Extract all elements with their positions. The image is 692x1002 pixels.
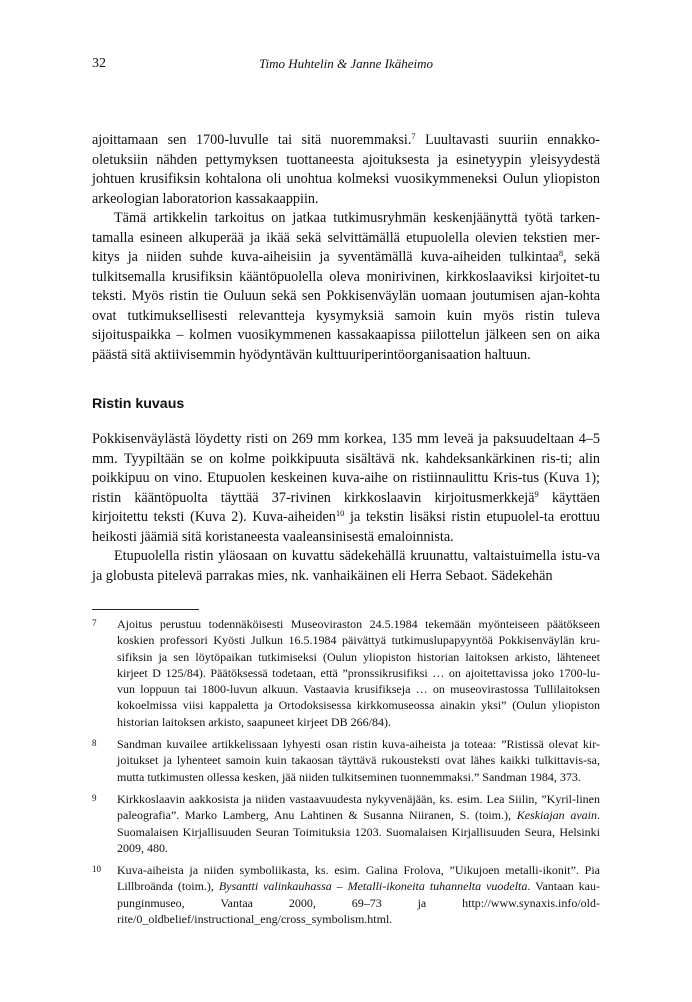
section-text: [92, 430, 600, 586]
page-header: [92, 56, 600, 74]
footnote-number: 9: [92, 792, 97, 803]
footnote-url-text: . Vantaan kau-punginmuseo, Vantaa 2000, 69–73 ja http://www.synaxis.info/old-rite/0_oldbelief/instructional_eng/cross_symbolism.html.: [117, 879, 600, 927]
footnote: 8 Sandman kuvailee artikkelissaan lyhyesti osan ristin kuva-aiheista ja toteaa: ”Ristissä olevat kir-joitukset ja lyhenteet samoin kuin takaosan täyttävä rukousteksti ovat lähes kaikki tulkittavis-sa, mutta tutkimusten ollessa kesken, jää niiden tulkitseminen tuonnemmaksi.” Sandman 1984, 373.: [92, 737, 600, 784]
footnote-divider: [92, 609, 199, 610]
intro-text: [92, 131, 600, 365]
paragraph: Pokkisenväylästä löydetty risti on 269 mm korkea, 135 mm leveä ja paksuudeltaan 4–5 mm. Tyypiltään se on kolme poikkipuuta sisältävä nk. kahdeksankärkinen ris-ti; alin poikkipuu on vino. Etupuolen keskeinen kuva-aihe on ristiinnaulittu Kris-tus (Kuva 1); ristin kääntöpuolta täyttää 37-rivinen kirkkoslaavin kirjoitusmerkkejä$^9$ käyttäen kirjoitettu teksti (Kuva 2). Kuva-aiheiden$^{10}$ ja tekstin lisäksi ristin etupuolel-ta erottuu heikosti jäämiä sitä koristaneesta vaaleansinisestä emaloinnista.: [92, 431, 600, 545]
book-title: Bysantti valinkauhassa – Metalli-ikoneita tuhannelta vuodelta: [218, 879, 528, 894]
footnote: 9 Kirkkoslaavin aakkosista ja niiden vastaavuudesta nykyvenäjään, ks. esim. Lea Siilin, ”Kyril-linen paleografia”. Marko Lamberg, Anu Lahtinen & Susanna Niiranen, S. (toim.), Keskiajan avain. Suomalaisen Kirjallisuuden Seuran Toimituksia 1203. Suomalaisen Kirjallisuuden Seura, Helsinki 2009, 480.: [92, 791, 601, 855]
footnote-number: 10: [92, 864, 101, 875]
footnote-ref[interactable]: 10: [335, 508, 345, 518]
paragraph: Etupuolella ristin yläosaan on kuvattu sädekehällä kruunattu, valtaistuimella istu-va ja globusta pitelevä parrakas mies, nk. vanhaikäinen eli Herra Sebaot. Sädekehän: [92, 548, 600, 584]
running-head: Timo Huhtelin & Janne Ikäheimo: [258, 56, 434, 71]
footnote-ref[interactable]: 7: [411, 131, 416, 141]
paragraph: ajoittamaan sen 1700-luvulle tai sitä nuoremmaksi.$^7$ Luultavasti suuriin ennakko-oletuksiin nähden pettymyksen tuottaneesta ajoituksesta ja esinetyypin yleisyydestä johtuen krusifiksin kohtalona oli unohtua kolmeksi vuosikymmeneksi Oulun yliopiston arkeologian laboratorion kassakaappiin.: [92, 131, 600, 207]
footnotes: [92, 616, 600, 933]
footnote: 7 Ajoitus perustuu todennäköisesti Museoviraston 24.5.1984 tekemään myönteiseen päätökseen koskien professori Kyösti Julkun 16.5.1984 päivättyä tutkimuslupapyyntöä Pokkisenväylän kru-sifiksin ja sen löytöpaikan tutkimiseksi (Oulun yliopiston historian laitoksen arkisto, lähteneet kirjeet D 125/84). Päätöksessä todetaan, että ”pronssikrusifiksi … on ajoitettavissa joko 1700-lu-vun loppuun tai 1800-luvun alkuun. Vastaavia krusifikseja … on museovirastossa Tullilaitoksen kokoelmissa viisi kappaletta ja Ortodoksisessa kirkkomuseossa ainakin yksi” (Oulun yliopiston historian laitoksen arkisto, saapuneet kirjeet DB 266/84).: [92, 617, 600, 729]
paragraph: Tämä artikkelin tarkoitus on jatkaa tutkimusryhmän keskenjäänyttä työtä tarken-tamalla esineen alkuperää ja ikää sekä selvittämällä etupuolella olevien tekstien mer-kitys ja niiden suhde kuva-aiheisiin ja syventämällä kuva-aiheiden tulkintaa$^8$, sekä tulkitsemalla krusifiksin kääntöpuolella oleva monirivinen, kirkkoslaaviksi kirjoitet-tu teksti. Myös ristin tie Ouluun sekä sen Pokkisenväylän uomaan joutumisen ajan-kohta ovat tutkimuksellisesti relevantteja kysymyksiä samoin kuin myös ristin tuleva sijoituspaikka – kolmen vuosikymmenen kassakaapissa piilottelun jälkeen sen on aika päästä sitä aktiivisemmin hyödyntävän kulttuuriperintöorganisaation haltuun.: [92, 210, 600, 363]
footnote-ref[interactable]: 9: [534, 488, 539, 499]
section-heading: Ristin kuvaus: [92, 396, 185, 412]
footnote-number: 8: [92, 738, 97, 749]
page-number: 32: [92, 56, 106, 71]
footnote-number: 7: [92, 618, 97, 628]
book-title: Keskiajan avain: [516, 808, 598, 823]
footnote: 10 Kuva-aiheista ja niiden symboliikasta, ks. esim. Galina Frolova, ”Uikujoen metalli-ikonit”. Pia Lillbroända (toim.), Bysantti valinkauhassa – Metalli-ikoneita tuhannelta vuodelta. Vantaan kau-punginmuseo, Vantaa 2000, 69–73 ja http://www.synaxis.info/old-rite/0_oldbelief/instructional_eng/cross_symbolism.html.: [92, 863, 600, 927]
footnote-ref[interactable]: 8: [558, 248, 564, 258]
